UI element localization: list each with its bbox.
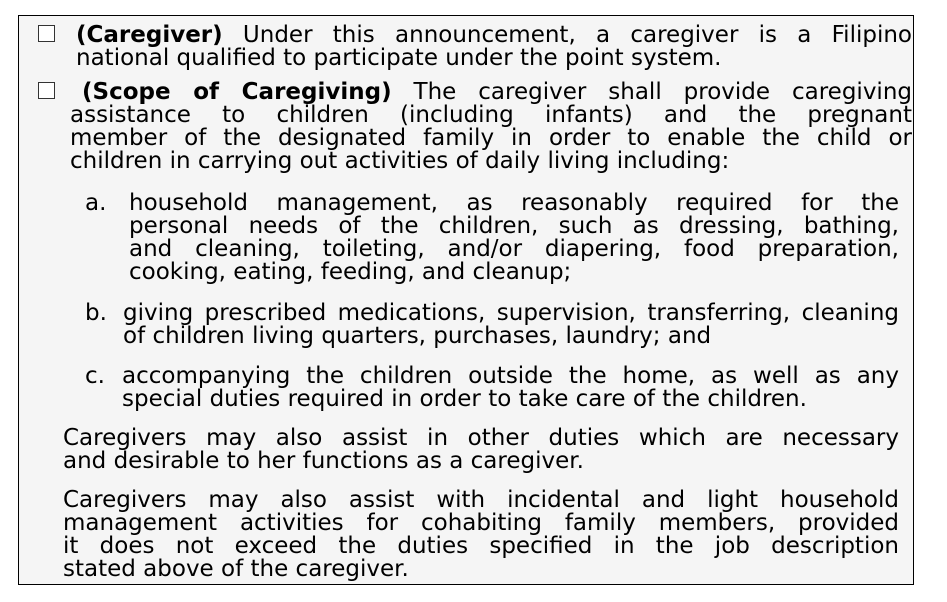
- item-a-line-1: [129, 192, 899, 216]
- scope-paragraph-line-4: [70, 150, 912, 174]
- item-c-line-1: [122, 365, 899, 389]
- scope-paragraph-line-1: [82, 81, 912, 105]
- item-a-text-1: household management, as reasonably required for the: [129, 192, 899, 216]
- other-duties-text-2: and desirable to her functions as a caregiver.: [63, 450, 584, 474]
- other-duties-text-1: Caregivers may also assist in other duties which are necessary: [63, 427, 899, 451]
- household-duties-line-1: [63, 489, 899, 513]
- household-duties-text-3: it does not exceed the duties specified in the job description: [63, 535, 899, 559]
- item-a-line-2: [129, 215, 899, 239]
- item-c-text-2: special duties required in order to take care of the children.: [122, 388, 807, 412]
- household-duties-line-4: [63, 558, 899, 582]
- item-b-line-1: [123, 302, 899, 326]
- scope-paragraph-line-2: [70, 104, 912, 128]
- list-marker-b: b.: [85, 300, 107, 326]
- scope-text-1: The caregiver shall provide caregiving: [413, 81, 912, 105]
- item-a-text-2: personal needs of the children, such as dressing, bathing,: [129, 215, 899, 239]
- household-duties-line-3: [63, 535, 899, 559]
- household-duties-text-1: Caregivers may also assist with incidental and light household: [63, 489, 899, 513]
- scope-text-4: children in carrying out activities of daily living including:: [70, 150, 730, 174]
- caregiver-paragraph-line-2: [76, 47, 912, 71]
- caregiver-paragraph-line-1: [76, 24, 912, 48]
- household-duties-text-2: management activities for cohabiting family members, provided: [63, 512, 899, 536]
- scope-text-2: assistance to children (including infants) and the pregnant: [70, 104, 912, 128]
- caregiver-text-2: national qualified to participate under the point system.: [76, 47, 722, 71]
- item-c-line-2: [122, 388, 899, 412]
- item-c-text-1: accompanying the children outside the home, as well as any: [122, 365, 899, 389]
- item-a-line-3: [129, 238, 899, 262]
- item-a-line-4: [129, 261, 899, 285]
- other-duties-line-1: [63, 427, 899, 451]
- caregiver-text-1: Under this announcement, a caregiver is a Filipino: [242, 24, 912, 48]
- item-b-line-2: [123, 325, 899, 349]
- household-duties-text-4: stated above of the caregiver.: [63, 558, 409, 582]
- caregiver-heading: (Caregiver): [76, 24, 223, 48]
- item-b-text-2: of children living quarters, purchases, laundry; and: [123, 325, 712, 349]
- checkbox-scope-of-caregiving[interactable]: [38, 82, 55, 99]
- scope-paragraph-line-3: [70, 127, 912, 151]
- list-marker-a: a.: [85, 190, 107, 216]
- household-duties-line-2: [63, 512, 899, 536]
- scope-heading: (Scope of Caregiving): [82, 81, 392, 105]
- item-b-text-1: giving prescribed medications, supervision, transferring, cleaning: [123, 302, 899, 326]
- item-a-text-3: and cleaning, toileting, and/or diapering, food preparation,: [129, 238, 899, 262]
- list-marker-c: c.: [85, 363, 105, 389]
- other-duties-line-2: [63, 450, 899, 474]
- checkbox-caregiver[interactable]: [38, 25, 55, 42]
- item-a-text-4: cooking, eating, feeding, and cleanup;: [129, 261, 572, 285]
- scope-text-3: member of the designated family in order to enable the child or: [70, 127, 912, 151]
